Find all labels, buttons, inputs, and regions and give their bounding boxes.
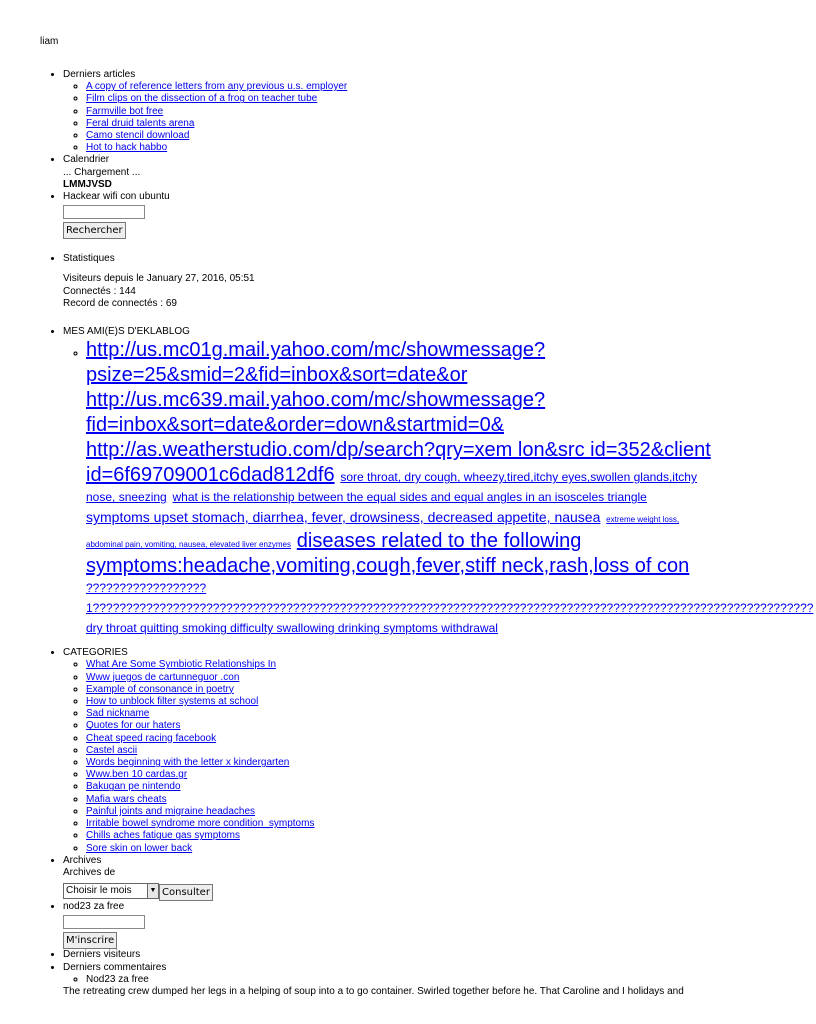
widget-title: Archives <box>63 854 102 866</box>
friend-link[interactable]: ?????????????????? <box>86 581 207 596</box>
widget-title: Calendrier <box>63 154 110 166</box>
widget-last-comments <box>63 962 713 999</box>
friend-link[interactable]: dry throat quitting smoking difficulty swallowing drinking symptoms withdrawal <box>86 621 498 636</box>
calendar-days: LMMJVSD <box>63 178 112 190</box>
widget-last-visitors <box>63 949 713 961</box>
widget-newsletter <box>63 901 713 949</box>
list-item <box>86 769 713 781</box>
widget-title: Statistiques <box>63 253 115 265</box>
list-item <box>86 684 713 696</box>
category-link[interactable]: Quotes for our haters <box>86 720 181 732</box>
category-link[interactable]: What Are Some Symbiotic Relationships In <box>86 659 277 671</box>
widget-title: MES AMI(E)S D'EKLABLOG <box>63 326 190 338</box>
list-item <box>86 81 713 93</box>
list-item <box>86 720 713 732</box>
chevron-down-icon: ▼ <box>147 884 158 898</box>
widget-title: Derniers visiteurs <box>63 949 141 961</box>
list-item <box>86 830 713 842</box>
stats-since: Visiteurs depuis le January 27, 2016, 05:51 <box>63 273 255 285</box>
list-item <box>86 806 713 818</box>
category-link[interactable]: Example of consonance in poetry <box>86 683 234 695</box>
archives-month-select[interactable] <box>63 883 159 899</box>
categories-list <box>63 659 713 854</box>
widget-title: Derniers commentaires <box>63 961 167 973</box>
category-link[interactable]: Castel ascii <box>86 744 138 756</box>
widget-latest-articles <box>63 69 713 154</box>
friend-link[interactable]: sore throat, dry cough, wheezy,tired,itchy eyes,swollen glands,itchy nose, sneezing <box>86 470 697 505</box>
search-button[interactable]: Rechercher <box>63 222 126 239</box>
list-item <box>86 338 814 643</box>
stats-connected: Connectés : 144 <box>63 285 136 297</box>
comment-text: The retreating crew dumped her legs in a helping of soup into a to go container. Swirled together before he. That Caroline and I holidays and <box>63 985 684 997</box>
list-item <box>86 794 713 806</box>
list-item <box>86 696 713 708</box>
stats-record: Record de connectés : 69 <box>63 297 177 309</box>
widget-search <box>63 191 713 239</box>
category-link[interactable]: Bakugan pe nintendo <box>86 781 181 793</box>
category-link[interactable]: Cheat speed racing facebook <box>86 732 217 744</box>
article-link[interactable]: Feral druid talents arena <box>86 117 195 129</box>
category-link[interactable]: Sad nickname <box>86 708 150 720</box>
widget-title: Hackear wifi con ubuntu <box>63 191 170 203</box>
comment-author: Nod23 za free <box>86 973 149 985</box>
article-link[interactable]: Hot to hack habbo <box>86 142 168 154</box>
category-link[interactable]: Www.ben 10 cardas.gr <box>86 769 188 781</box>
newsletter-subscribe-button[interactable]: M'inscrire <box>63 932 117 949</box>
article-link[interactable]: Camo stencil download <box>86 130 190 142</box>
widget-statistics <box>63 253 713 310</box>
list-item <box>86 708 713 720</box>
stats-block <box>63 273 713 310</box>
category-link[interactable]: Chills aches fatigue gas symptoms <box>86 830 240 842</box>
select-value: Choisir le mois <box>66 885 132 897</box>
category-link[interactable]: Mafia wars cheats <box>86 793 167 805</box>
list-item <box>86 672 713 684</box>
list-item <box>86 93 713 105</box>
archives-controls <box>63 881 713 901</box>
category-link[interactable]: Painful joints and migraine headaches <box>86 805 255 817</box>
list-item <box>86 757 713 769</box>
widget-title: Derniers articles <box>63 69 136 80</box>
friend-link[interactable]: http://us.mc01g.mail.yahoo.com/mc/showmessage?psize=25&smid=2&fid=inbox&sort=date&or <box>86 339 546 387</box>
calendar-loading: ... Chargement ... <box>63 166 141 178</box>
list-item <box>86 733 713 745</box>
friend-link[interactable]: http://us.mc639.mail.yahoo.com/mc/showmessage?fid=inbox&sort=date&order=down&startmid=0& <box>86 389 546 437</box>
newsletter-email-input[interactable] <box>63 915 145 929</box>
friend-link[interactable]: 1???????????????????????????????????????????????????????????????????????????????????????????????????????????? <box>86 601 814 616</box>
sidebar-widgets <box>40 69 814 998</box>
widget-categories <box>63 647 713 854</box>
widget-archives <box>63 855 713 901</box>
widget-friends <box>63 326 814 643</box>
latest-articles-list <box>63 81 713 154</box>
archives-label: Archives de <box>63 866 116 878</box>
list-item <box>86 974 713 986</box>
search-input[interactable] <box>63 205 145 219</box>
widget-title: CATEGORIES <box>63 647 128 659</box>
article-link[interactable]: Film clips on the dissection of a frog on teacher tube <box>86 93 318 105</box>
friend-link[interactable]: symptoms upset stomach, diarrhea, fever, drowsiness, decreased appetite, nausea <box>86 509 601 526</box>
friend-link[interactable]: what is the relationship between the equal sides and equal angles in an isosceles triangle <box>172 490 647 505</box>
list-item <box>86 745 713 757</box>
list-item <box>86 130 713 142</box>
category-link[interactable]: Sore skin on lower back <box>86 842 193 854</box>
list-item <box>86 118 713 130</box>
widget-title: nod23 za free <box>63 901 125 913</box>
category-link[interactable]: Words beginning with the letter x kindergarten <box>86 757 290 769</box>
category-link[interactable]: Www juegos de cartunneguor .con <box>86 671 240 683</box>
widget-calendar <box>63 154 713 191</box>
friend-link[interactable]: http://as.weatherstudio.com/dp/search?qry=xem lon&src id=352&client id=6f69709001c6dad812df6 <box>86 439 711 487</box>
list-item <box>86 781 713 793</box>
archives-submit-button[interactable]: Consulter <box>159 884 213 901</box>
friend-link[interactable]: diseases related to the following symptoms:headache,vomiting,cough,fever,stiff neck,rash,loss of con <box>86 530 690 578</box>
site-user-name: liam <box>40 36 59 47</box>
friend-link[interactable]: extreme weight loss, abdominal pain, vomiting, nausea, elevated liver enzymes <box>86 515 680 550</box>
list-item <box>86 659 713 671</box>
list-item <box>86 106 713 118</box>
list-item <box>86 818 713 830</box>
comments-list <box>63 974 713 986</box>
category-link[interactable]: Irritable bowel syndrome more condition_symptoms <box>86 818 315 830</box>
friends-tag-cloud <box>63 338 814 643</box>
article-link[interactable]: A copy of reference letters from any previous u.s. employer <box>86 81 348 93</box>
article-link[interactable]: Farmville bot free <box>86 105 164 117</box>
category-link[interactable]: How to unblock filter systems at school <box>86 696 259 708</box>
list-item <box>86 843 713 855</box>
list-item <box>86 142 713 154</box>
